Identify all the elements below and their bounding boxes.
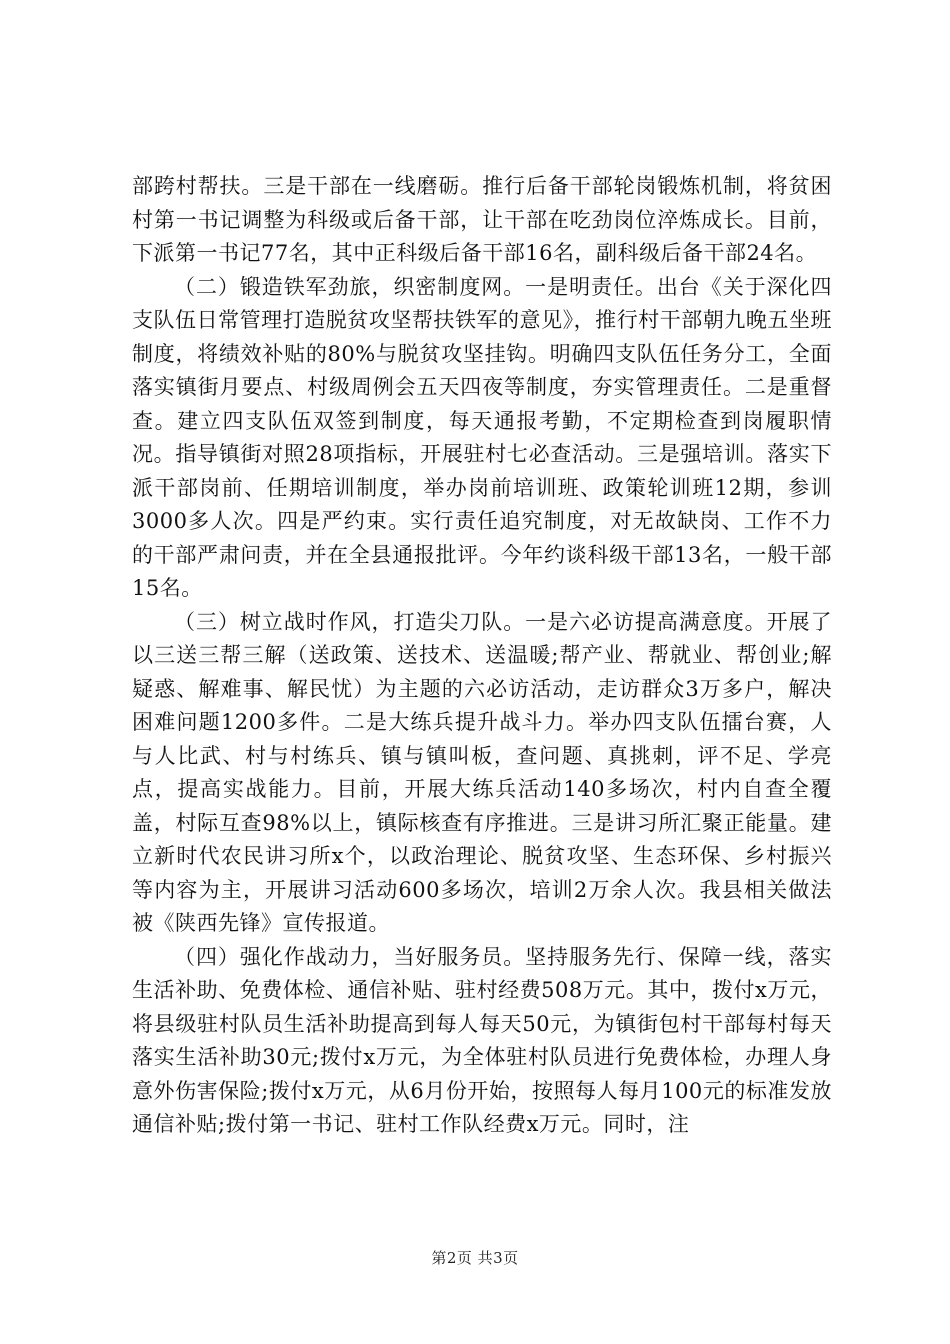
paragraph-section-2: （二）锻造铁军劲旅，织密制度网。一是明责任。出台《关于深化四支队伍日常管理打造脱贫攻坚帮扶铁军的意见》，推行村干部朝九晚五坐班制度，将绩效补贴的80%与脱贫攻坚挂钩。明确四支队伍任务分工，全面落实镇街月要点、村级周例会五天四夜等制度，夯实管理责任。二是重督查。建立四支队伍双签到制度，每天通报考勤，不定期检查到岗履职情况。指导镇街对照28项指标，开展驻村七必查活动。三是强培训。落实下派干部岗前、任期培训制度，举办岗前培训班、政策轮训班12期，参训3000多人次。四是严约束。实行责任追究制度，对无故缺岗、工作不力的干部严肃问责，并在全县通报批评。今年约谈科级干部13名，一般干部15名。 bbox=[132, 274, 832, 600]
paragraph-section-4: （四）强化作战动力，当好服务员。坚持服务先行、保障一线，落实生活补助、免费体检、通信补贴、驻村经费508万元。其中，拨付x万元，将县级驻村队员生活补助提高到每人每天50元，为镇街包村干部每村每天落实生活补助30元;拨付x万元，为全体驻村队员进行免费体检，办理人身意外伤害保险;拨付x万元，从6月份开始，按照每人每月100元的标准发放通信补贴;拨付第一书记、驻村工作队经费x万元。同时，注 bbox=[132, 944, 832, 1136]
paragraph-continuation: 部跨村帮扶。三是干部在一线磨砺。推行后备干部轮岗锻炼机制，将贫困村第一书记调整为科级或后备干部，让干部在吃劲岗位淬炼成长。目前，下派第一书记77名，其中正科级后备干部16名，副科级后备干部24名。 bbox=[132, 174, 832, 265]
page-number-label: 第2页 共3页 bbox=[431, 1249, 519, 1267]
document-body bbox=[132, 170, 832, 1142]
page-footer bbox=[0, 1247, 950, 1268]
paragraph-section-3: （三）树立战时作风，打造尖刀队。一是六必访提高满意度。开展了以三送三帮三解（送政策、送技术、送温暖;帮产业、帮就业、帮创业;解疑惑、解难事、解民忧）为主题的六必访活动，走访群众3万多户，解决困难问题1200多件。二是大练兵提升战斗力。举办四支队伍擂台赛，人与人比武、村与村练兵、镇与镇叫板，查问题、真挑刺，评不足、学亮点，提高实战能力。目前，开展大练兵活动140多场次，村内自查全覆盖，村际互查98%以上，镇际核查有序推进。三是讲习所汇聚正能量。建立新时代农民讲习所x个，以政治理论、脱贫攻坚、生态环保、乡村振兴等内容为主，开展讲习活动600多场次，培训2万余人次。我县相关做法被《陕西先锋》宣传报道。 bbox=[132, 609, 832, 935]
